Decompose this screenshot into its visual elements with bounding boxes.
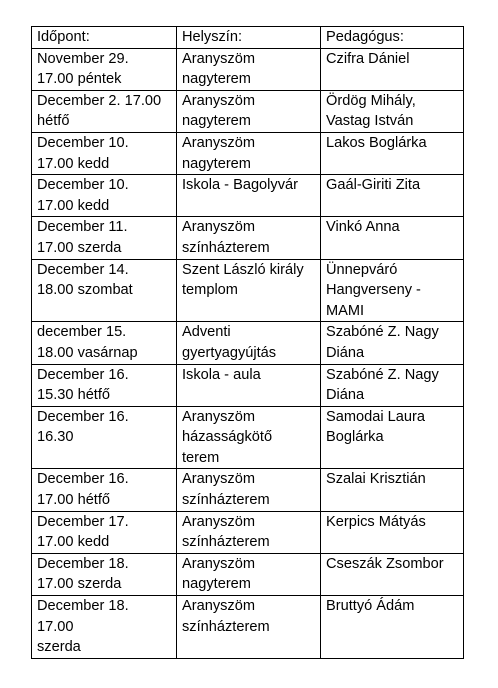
cell-location: Aranyszöm színházterem: [177, 511, 321, 553]
cell-teacher: Ördög Mihály, Vastag István: [321, 90, 464, 132]
table-row: [32, 364, 464, 406]
table-row: [32, 322, 464, 364]
cell-time: December 17. 17.00 kedd: [32, 511, 177, 553]
table-row: [32, 469, 464, 511]
cell-teacher: Vinkó Anna: [321, 217, 464, 259]
cell-teacher: Szalai Krisztián: [321, 469, 464, 511]
cell-teacher: Samodai Laura Boglárka: [321, 406, 464, 469]
cell-time: December 11. 17.00 szerda: [32, 217, 177, 259]
cell-teacher: Ünnepváró Hangverseny - MAMI: [321, 259, 464, 322]
cell-location: Iskola - Bagolyvár: [177, 175, 321, 217]
cell-location: Aranyszöm színházterem: [177, 469, 321, 511]
cell-teacher: Bruttyó Ádám: [321, 596, 464, 659]
table-row: [32, 596, 464, 659]
table-row: [32, 132, 464, 174]
table-row: [32, 48, 464, 90]
header-cell-teacher: Pedagógus:: [321, 27, 464, 49]
cell-teacher: Kerpics Mátyás: [321, 511, 464, 553]
cell-time: December 16. 16.30: [32, 406, 177, 469]
cell-time: December 16. 17.00 hétfő: [32, 469, 177, 511]
cell-location: Aranyszöm nagyterem: [177, 132, 321, 174]
cell-time: December 2. 17.00 hétfő: [32, 90, 177, 132]
cell-teacher: Gaál-Giriti Zita: [321, 175, 464, 217]
table-row: [32, 259, 464, 322]
cell-time: December 10. 17.00 kedd: [32, 132, 177, 174]
cell-teacher: Czifra Dániel: [321, 48, 464, 90]
schedule-table: [31, 26, 464, 659]
cell-time: December 10. 17.00 kedd: [32, 175, 177, 217]
cell-teacher: Cseszák Zsombor: [321, 553, 464, 595]
cell-location: Aranyszöm házasságkötő terem: [177, 406, 321, 469]
cell-location: Szent László király templom: [177, 259, 321, 322]
table-row: [32, 217, 464, 259]
cell-time: December 18. 17.00 szerda: [32, 553, 177, 595]
table-row: [32, 511, 464, 553]
cell-location: Adventi gyertyagyújtás: [177, 322, 321, 364]
cell-time: december 15. 18.00 vasárnap: [32, 322, 177, 364]
cell-teacher: Szabóné Z. Nagy Diána: [321, 364, 464, 406]
header-cell-time: Időpont:: [32, 27, 177, 49]
cell-teacher: Lakos Boglárka: [321, 132, 464, 174]
cell-teacher: Szabóné Z. Nagy Diána: [321, 322, 464, 364]
table-row: [32, 406, 464, 469]
cell-time: November 29. 17.00 péntek: [32, 48, 177, 90]
table-row: [32, 175, 464, 217]
cell-location: Iskola - aula: [177, 364, 321, 406]
header-cell-location: Helyszín:: [177, 27, 321, 49]
cell-time: December 14. 18.00 szombat: [32, 259, 177, 322]
table-row: [32, 553, 464, 595]
cell-location: Aranyszöm színházterem: [177, 217, 321, 259]
cell-time: December 16. 15.30 hétfő: [32, 364, 177, 406]
table-header-row: [32, 27, 464, 49]
schedule-table-body: [32, 27, 464, 659]
table-row: [32, 90, 464, 132]
cell-time: December 18. 17.00 szerda: [32, 596, 177, 659]
cell-location: Aranyszöm nagyterem: [177, 553, 321, 595]
cell-location: Aranyszöm nagyterem: [177, 48, 321, 90]
cell-location: Aranyszöm nagyterem: [177, 90, 321, 132]
cell-location: Aranyszöm színházterem: [177, 596, 321, 659]
